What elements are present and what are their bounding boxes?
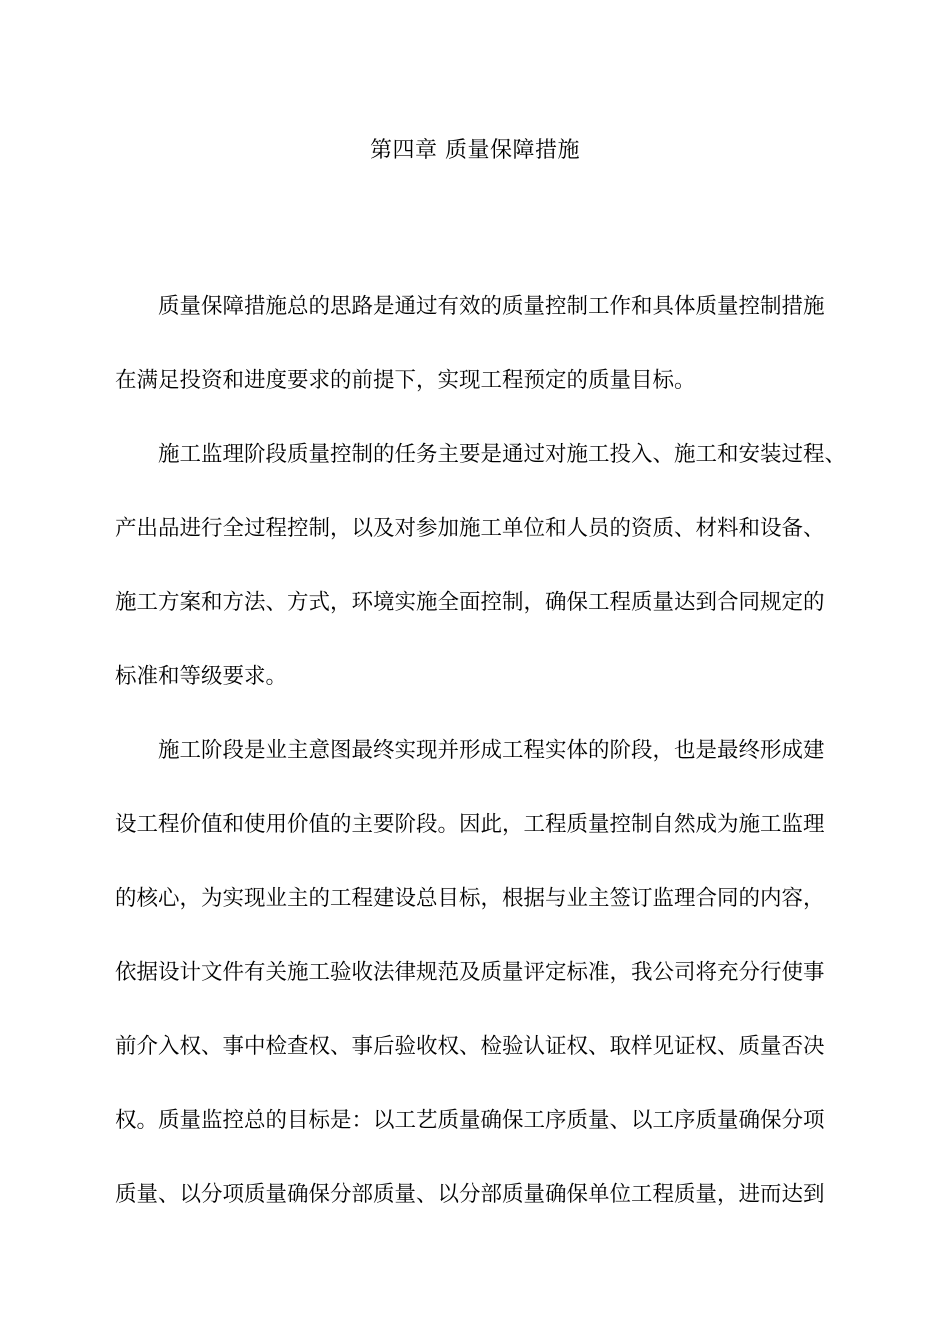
body-text [115,282,865,1244]
paragraph-1 [115,282,865,430]
text-line: 依据设计文件有关施工验收法律规范及质量评定标准，我公司将充分行使事 [115,960,825,985]
text-line: 施工方案和方法、方式，环境实施全面控制，确保工程质量达到合同规定的 [115,590,825,615]
text-line: 产出品进行全过程控制，以及对参加施工单位和人员的资质、材料和设备、 [115,516,825,541]
text-line: 前介入权、事中检查权、事后验收权、检验认证权、取样见证权、质量否决 [115,1034,825,1059]
text-line: 质量保障措施总的思路是通过有效的质量控制工作和具体质量控制措施 [158,294,825,319]
text-line: 的核心，为实现业主的工程建设总目标，根据与业主签订监理合同的内容， [115,886,825,911]
chapter-title: 第四章 质量保障措施 [370,138,580,163]
paragraph-2 [115,430,865,726]
text-line: 质量、以分项质量确保分部质量、以分部质量确保单位工程质量，进而达到 [115,1182,825,1207]
text-line: 标准和等级要求。 [115,664,288,689]
text-line: 设工程价值和使用价值的主要阶段。因此，工程质量控制自然成为施工监理 [115,812,825,837]
paragraph-3 [115,726,865,1244]
text-line: 在满足投资和进度要求的前提下，实现工程预定的质量目标。 [115,368,696,393]
text-line: 权。质量监控总的目标是：以工艺质量确保工序质量、以工序质量确保分项 [115,1108,825,1133]
text-line: 施工阶段是业主意图最终实现并形成工程实体的阶段，也是最终形成建 [158,738,825,763]
text-line: 施工监理阶段质量控制的任务主要是通过对施工投入、施工和安装过程、 [158,442,847,467]
